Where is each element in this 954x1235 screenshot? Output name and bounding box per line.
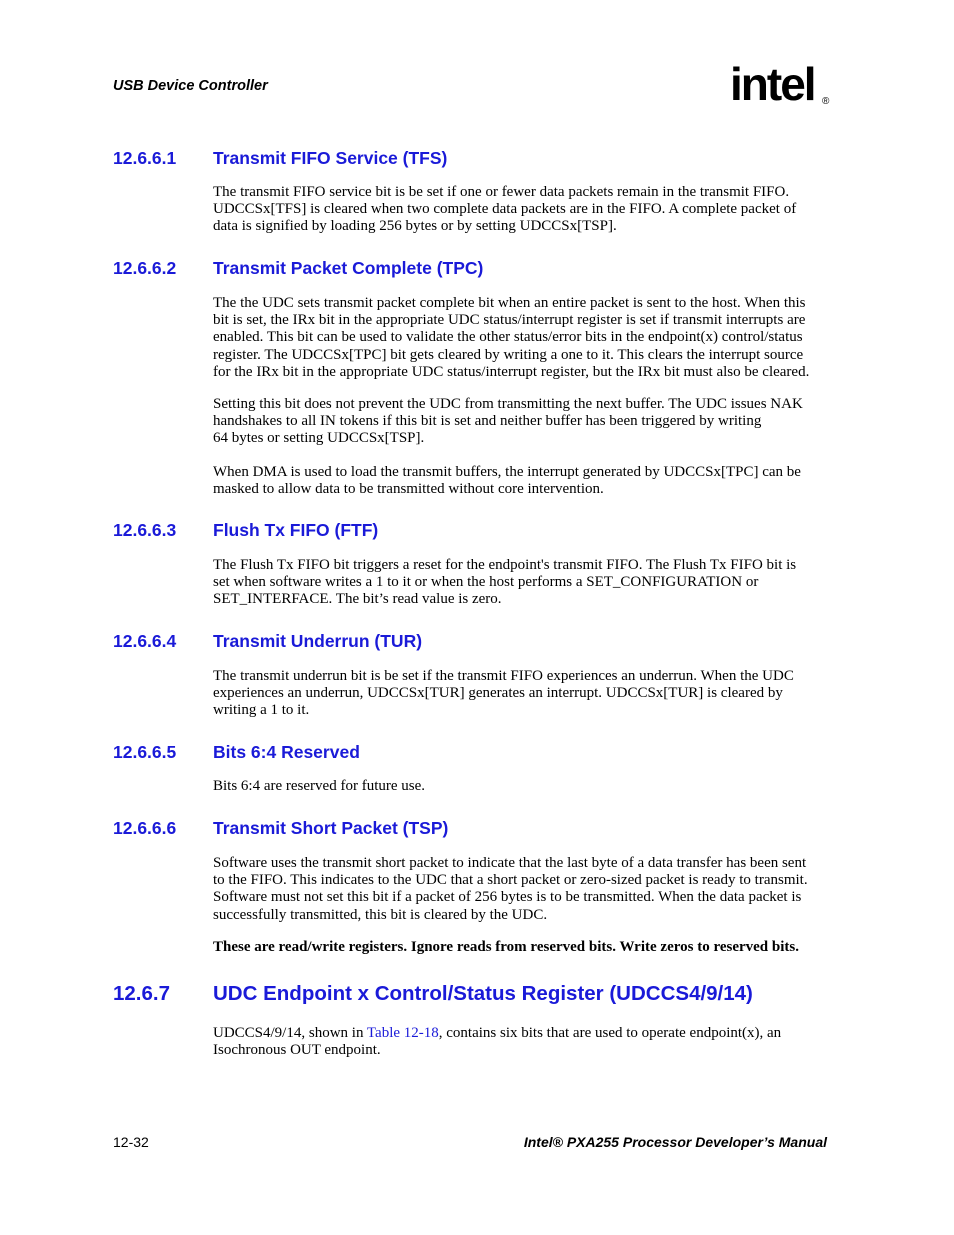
page-number: 12-32 [113, 1134, 149, 1150]
section-title: Flush Tx FIFO (FTF) [213, 520, 379, 540]
paragraph: The transmit FIFO service bit is be set if one or fewer data packets remain in the transmit FIFO. UDCCSx[TFS] is cleared when two complete data packets are in the FIFO. A complete packet of data is signified by loading 256 bytes or by setting UDCCSx[TSP]. [213, 184, 797, 235]
section-title: UDC Endpoint x Control/Status Register (UDCCS4/9/14) [213, 982, 753, 1005]
paragraph: The transmit underrun bit is be set if the transmit FIFO experiences an underrun. When the UDC experiences an underrun, UDCCSx[TUR] generates an interrupt. UDCCSx[TUR] is cleared by writing a 1 to it. [213, 668, 794, 719]
paragraph: The Flush Tx FIFO bit triggers a reset for the endpoint's transmit FIFO. The Flush Tx FIFO bit is set when software writes a 1 to it or when the host performs a SET_CONFIGURATION or SET_INTERFACE. The bit’s read value is zero. [213, 557, 797, 608]
paragraph: Setting this bit does not prevent the UDC from transmitting the next buffer. The UDC issues NAK handshakes to all IN tokens if this bit is set and neither buffer has been triggered by writing 64 bytes or setting UDCCSx[TSP]. [213, 396, 803, 447]
section-title: Bits 6:4 Reserved [213, 742, 360, 762]
running-header: USB Device Controller [113, 78, 268, 94]
section-number: 12.6.6.3 [113, 520, 177, 540]
paragraph: UDCCS4/9/14, shown in Table 12-18, contains six bits that are used to operate endpoint(x), an Isochronous OUT endpoint. [213, 1025, 782, 1059]
manual-title: Intel® PXA255 Processor Developer’s Manual [523, 1134, 827, 1150]
paragraph: Software uses the transmit short packet to indicate that the last byte of a data transfer has been sent to the FIFO. This indicates to the UDC that a short packet or zero-sized packet is ready to transmit. Software must not set this bit if a packet of 256 bytes is to be transmitted. When the data packet is successfully transmitted, this bit is cleared by the UDC. [213, 855, 808, 923]
register-note: These are read/write registers. Ignore reads from reserved bits. Write zeros to reserved bits. [213, 939, 799, 955]
registered-mark: ® [822, 96, 830, 107]
section-title: Transmit Short Packet (TSP) [213, 818, 449, 838]
section-title: Transmit Packet Complete (TPC) [213, 258, 484, 278]
logo-wordmark: intel [730, 62, 815, 110]
section-title: Transmit Underrun (TUR) [213, 631, 423, 651]
section-title: Transmit FIFO Service (TFS) [213, 148, 448, 168]
section-number: 12.6.6.2 [113, 258, 177, 278]
section-number: 12.6.6.1 [113, 148, 177, 168]
section-number: 12.6.7 [113, 982, 170, 1005]
section-number: 12.6.6.4 [113, 631, 177, 651]
paragraph: Bits 6:4 are reserved for future use. [213, 778, 426, 794]
section-number: 12.6.6.6 [113, 818, 177, 838]
section-number: 12.6.6.5 [113, 742, 177, 762]
paragraph: The the UDC sets transmit packet complete bit when an entire packet is sent to the host. When this bit is set, the IRx bit in the appropriate UDC status/interrupt register is set if transmit interrupts are enabled. This bit can be used to validate the other status/error bits in the endpoint(x) control/status register. The UDCCSx[TPC] bit gets cleared by writing a one to it. This clears the interrupt source for the IRx bit in the appropriate UDC status/interrupt register, but the IRx bit must also be cleared. [213, 295, 810, 380]
intel-logo [730, 62, 834, 118]
table-link[interactable]: Table 12-18 [366, 1025, 439, 1041]
paragraph: When DMA is used to load the transmit buffers, the interrupt generated by UDCCSx[TPC] can be masked to allow data to be transmitted without core intervention. [213, 464, 801, 498]
